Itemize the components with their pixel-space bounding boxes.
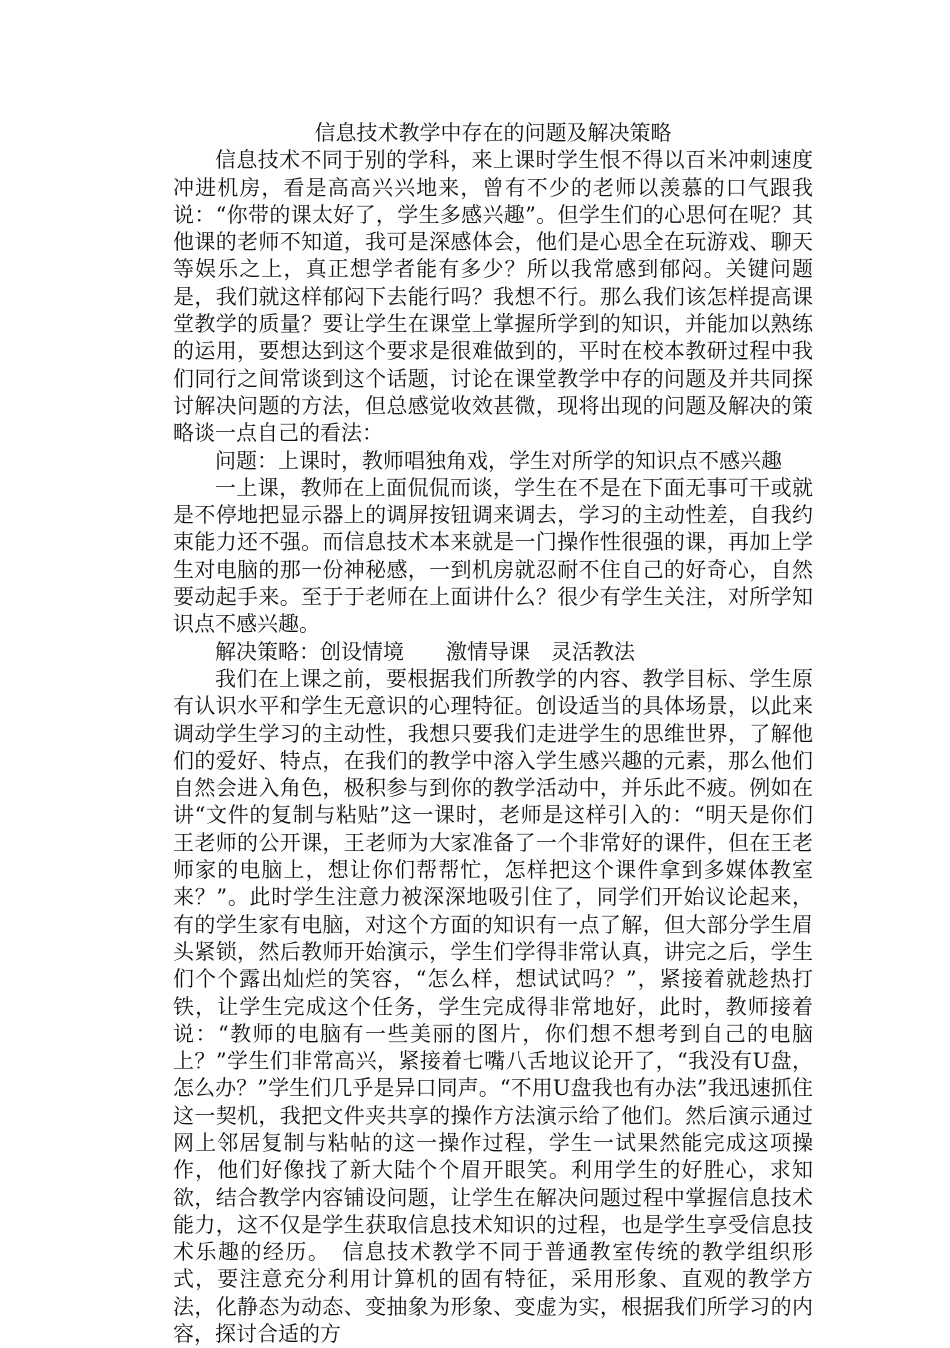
intro-paragraph: 信息技术不同于别的学科，来上课时学生恨不得以百米冲刺速度冲进机房，看是高高兴兴地来，曾有不少的老师以羡慕的口气跟我说：“你带的课太好了，学生多感兴趣”。但学生们的心思何在呢？其他课的老师不知道，我可是深感体会，他们是心思全在玩游戏、聊天等娱乐之上，真正想学者能有多少？所以我常感到郁闷。关键问题是，我们就这样郁闷下去能行吗？我想不行。那么我们该怎样提高课堂教学的质量？要让学生在课堂上掌握所学到的知识，并能加以熟练的运用，要想达到这个要求是很难做到的，平时在校本教研过程中我们同行之间常谈到这个话题，讨论在课堂教学中存的问题及并共同探讨解决问题的方法，但总感觉收效甚微，现将出现的问题及解决的策略谈一点自己的看法： xyxy=(173,148,813,446)
problem-paragraph: 一上课，教师在上面侃侃而谈，学生在不是在下面无事可干或就是不停地把显示器上的调屏按钮调来调去，学习的主动性差，自我约束能力还不强。而信息技术本来就是一门操作性很强的课，再加上学生对电脑的那一份神秘感，一到机房就忍耐不住自己的好奇心，自然要动起手来。至于于老师在上面讲什么？很少有学生关注，对所学知识点不感兴趣。 xyxy=(173,475,813,637)
document-page xyxy=(173,120,813,1348)
strategy-paragraph: 我们在上课之前，要根据我们所教学的内容、教学目标、学生原有认识水平和学生无意识的心理特征。创设适当的具体场景，以此来调动学生学习的主动性，我想只要我们走进学生的思维世界，了解他们的爱好、特点，在我们的教学中溶入学生感兴趣的元素，那么他们自然会进入角色，极积参与到你的教学活动中，并乐此不疲。例如在讲“文件的复制与粘贴”这一课时，老师是这样引入的：“明天是你们王老师的公开课，王老师为大家准备了一个非常好的课件，但在王老师家的电脑上，想让你们帮帮忙，怎样把这个课件拿到多媒体教室来？”。此时学生注意力被深深地吸引住了，同学们开始议论起来，有的学生家有电脑，对这个方面的知识有一点了解，但大部分学生眉头紧锁，然后教师开始演示，学生们学得非常认真，讲完之后，学生们个个露出灿烂的笑容，“怎么样，想试试吗？”，紧接着就趁热打铁，让学生完成这个任务，学生完成得非常地好，此时，教师接着说：“教师的电脑有一些美丽的图片，你们想不想考到自己的电脑上？”学生们非常高兴，紧接着七嘴八舌地议论开了，“我没有U盘，怎么办？”学生们几乎是异口同声。“不用U盘我也有办法”我迅速抓住这一契机，我把文件夹共享的操作方法演示给了他们。然后演示通过网上邻居复制与粘帖的这一操作过程，学生一试果然能完成这项操作，他们好像找了新大陆个个眉开眼笑。利用学生的好胜心，求知欲，结合教学内容铺设问题，让学生在解决问题过程中掌握信息技术能力，这不仅是学生获取信息技术知识的过程，也是学生享受信息技术乐趣的经历。 信息技术教学不同于普通教室传统的教学组织形式，要注意充分利用计算机的固有特征，采用形象、直观的教学方法，化静态为动态、变抽象为形象、变虚为实，根据我们所学习的内容，探讨合适的方 xyxy=(173,666,813,1347)
strategy-heading: 解决策略：创设情境 激情导课 灵活教法 xyxy=(215,639,635,664)
problem-heading: 问题：上课时，教师唱独角戏，学生对所学的知识点不感兴趣 xyxy=(215,448,782,473)
document-title: 信息技术教学中存在的问题及解决策略 xyxy=(314,121,672,145)
